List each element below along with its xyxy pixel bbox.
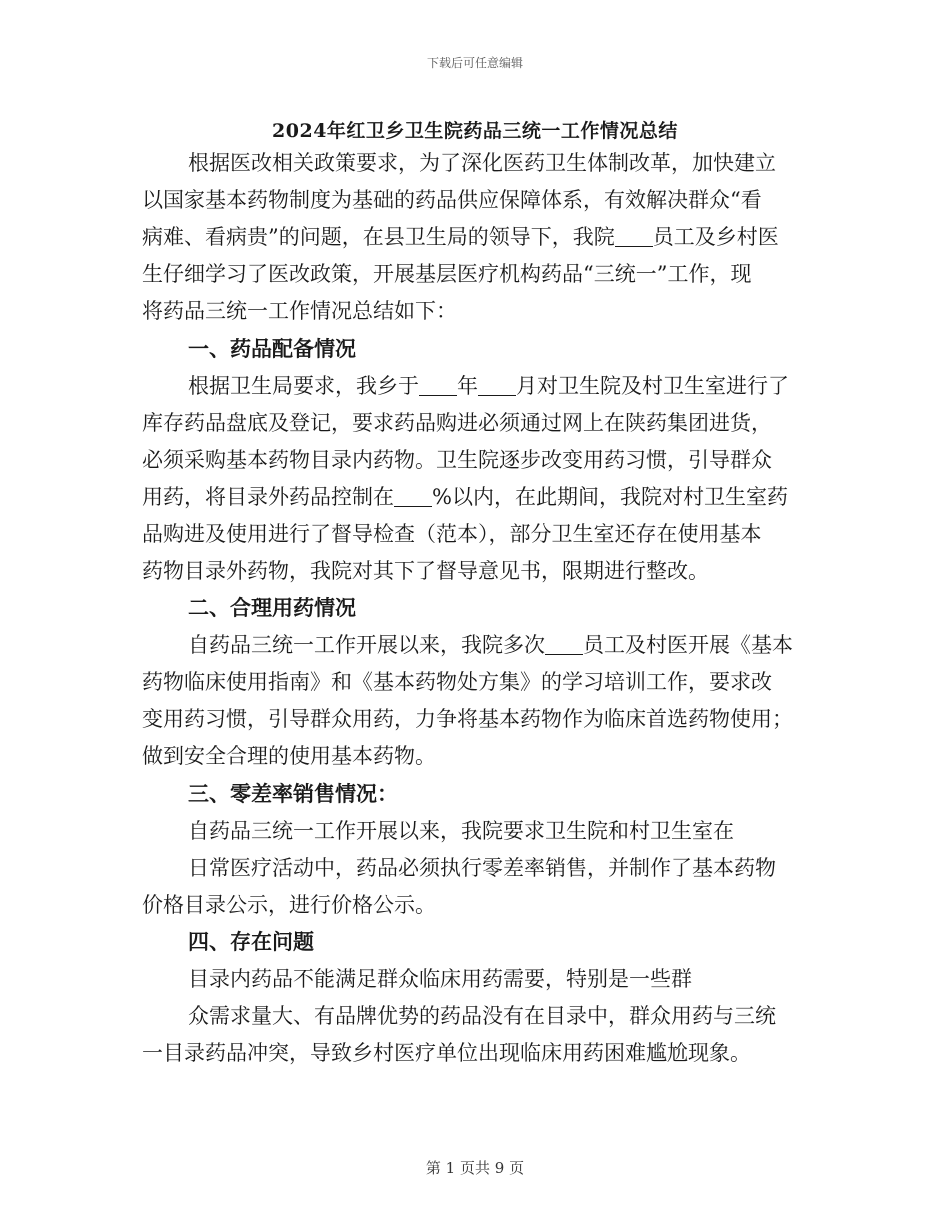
section-heading-4: 四、存在问题 — [188, 929, 314, 954]
intro-line-2: 以国家基本药物制度为基础的药品供应保障体系，有效解决群众“看 — [142, 188, 762, 212]
document-title: 2024年红卫乡卫生院药品三统一工作情况总结 — [272, 120, 678, 142]
section1-line-2: 库存药品盘底及登记，要求药品购进必须通过网上在陕药集团进货， — [142, 411, 772, 435]
intro-line-3-text-b: 员工及乡村医 — [652, 225, 779, 249]
blank-field — [545, 632, 583, 655]
blank-field — [478, 373, 516, 396]
section1-line-1 — [188, 371, 789, 401]
intro-line-3 — [142, 222, 779, 252]
blank-field — [394, 484, 432, 507]
section2-line-1-b: 员工及村医开展《基本 — [583, 633, 793, 657]
section4-line-2: 众需求量大、有品牌优势的药品没有在目录中，群众用药与三统 — [188, 1004, 776, 1028]
section1-line-4 — [142, 482, 788, 512]
section1-line-6: 药物目录外药物，我院对其下了督导意见书，限期进行整改。 — [142, 559, 709, 583]
section2-line-1 — [188, 630, 793, 660]
section3-line-3: 价格目录公示，进行价格公示。 — [142, 893, 436, 917]
intro-line-1: 根据医改相关政策要求，为了深化医药卫生体制改革，加快建立 — [188, 151, 776, 175]
section2-line-1-a: 自药品三统一工作开展以来，我院多次 — [188, 633, 545, 657]
section1-line-1-c: 月对卫生院及村卫生室进行了 — [516, 374, 789, 398]
section-heading-2: 二、合理用药情况 — [188, 595, 356, 620]
section1-line-1-b: 年 — [457, 374, 478, 398]
intro-line-4: 生仔细学习了医改政策，开展基层医疗机构药品“三统一”工作，现 — [142, 262, 752, 286]
section1-line-1-a: 根据卫生局要求，我乡于 — [188, 374, 419, 398]
section-heading-3: 三、零差率销售情况： — [188, 781, 398, 806]
section1-line-4-a: 用药，将目录外药品控制在 — [142, 485, 394, 509]
section1-line-5: 品购进及使用进行了督导检查（范本），部分卫生室还存在使用基本 — [142, 522, 762, 546]
section3-line-1: 自药品三统一工作开展以来，我院要求卫生院和村卫生室在 — [188, 819, 734, 843]
section2-line-3: 变用药习惯，引导群众用药，力争将基本药物作为临床首选药物使用； — [142, 707, 793, 731]
intro-line-5: 将药品三统一工作情况总结如下： — [142, 299, 457, 323]
blank-field — [615, 224, 653, 247]
section3-line-2: 日常医疗活动中，药品必须执行零差率销售，并制作了基本药物 — [188, 856, 776, 880]
intro-line-3-text: 病难、看病贵”的问题，在县卫生局的领导下，我院 — [142, 225, 615, 249]
section2-line-4: 做到安全合理的使用基本药物。 — [142, 744, 436, 768]
page-header-note: 下载后可任意编辑 — [426, 56, 523, 70]
page-number: 第 1 页共 9 页 — [425, 1159, 525, 1177]
section1-line-3: 必须采购基本药物目录内药物。卫生院逐步改变用药习惯，引导群众 — [142, 448, 772, 472]
section2-line-2: 药物临床使用指南》和《基本药物处方集》的学习培训工作，要求改 — [142, 670, 772, 694]
section4-line-1: 目录内药品不能满足群众临床用药需要，特别是一些群 — [188, 967, 692, 991]
section1-line-4-b: %以内，在此期间，我院对村卫生室药 — [432, 485, 788, 509]
section4-line-3: 一目录药品冲突，导致乡村医疗单位出现临床用药困难尴尬现象。 — [142, 1041, 751, 1065]
blank-field — [419, 373, 457, 396]
section-heading-1: 一、药品配备情况 — [188, 336, 356, 361]
